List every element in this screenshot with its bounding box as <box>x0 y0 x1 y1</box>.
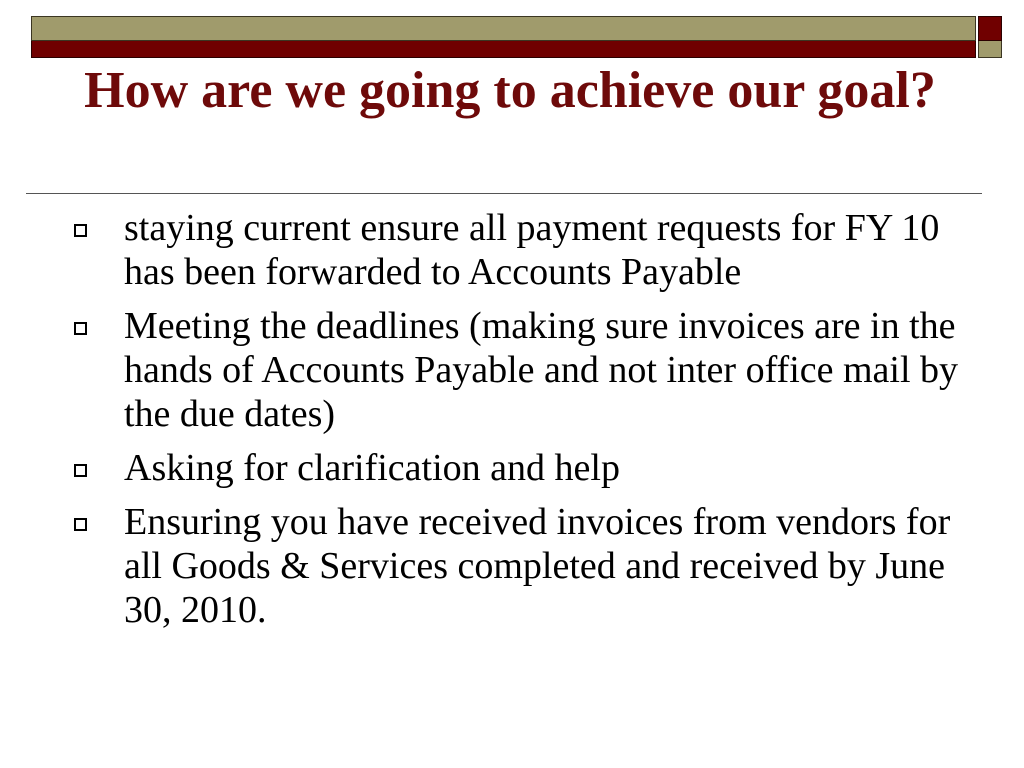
bullet-item <box>74 500 984 632</box>
title-divider <box>26 193 982 194</box>
corner-maroon-square <box>978 16 1002 41</box>
header-olive-bar <box>31 16 976 41</box>
hollow-square-bullet-icon <box>74 322 87 335</box>
bullet-item <box>74 446 984 490</box>
corner-olive-square <box>978 41 1002 58</box>
bullet-text: Meeting the deadlines (making sure invoices are in the hands of Accounts Payable and not inter office mail by the due dates) <box>124 305 959 435</box>
bullet-item <box>74 304 984 436</box>
bullet-text: Asking for clarification and help <box>124 447 620 489</box>
slide-title: How are we going to achieve our goal? <box>84 62 936 119</box>
header-maroon-bar <box>31 41 976 58</box>
bullet-item <box>74 206 984 294</box>
hollow-square-bullet-icon <box>74 518 87 531</box>
bullet-text: Ensuring you have received invoices from vendors for all Goods & Services completed and received by June 30, 2010. <box>124 501 951 631</box>
hollow-square-bullet-icon <box>74 464 87 477</box>
bullet-text: staying current ensure all payment requests for FY 10 has been forwarded to Accounts Payable <box>124 207 940 293</box>
bullet-list <box>74 206 984 642</box>
hollow-square-bullet-icon <box>74 224 87 237</box>
